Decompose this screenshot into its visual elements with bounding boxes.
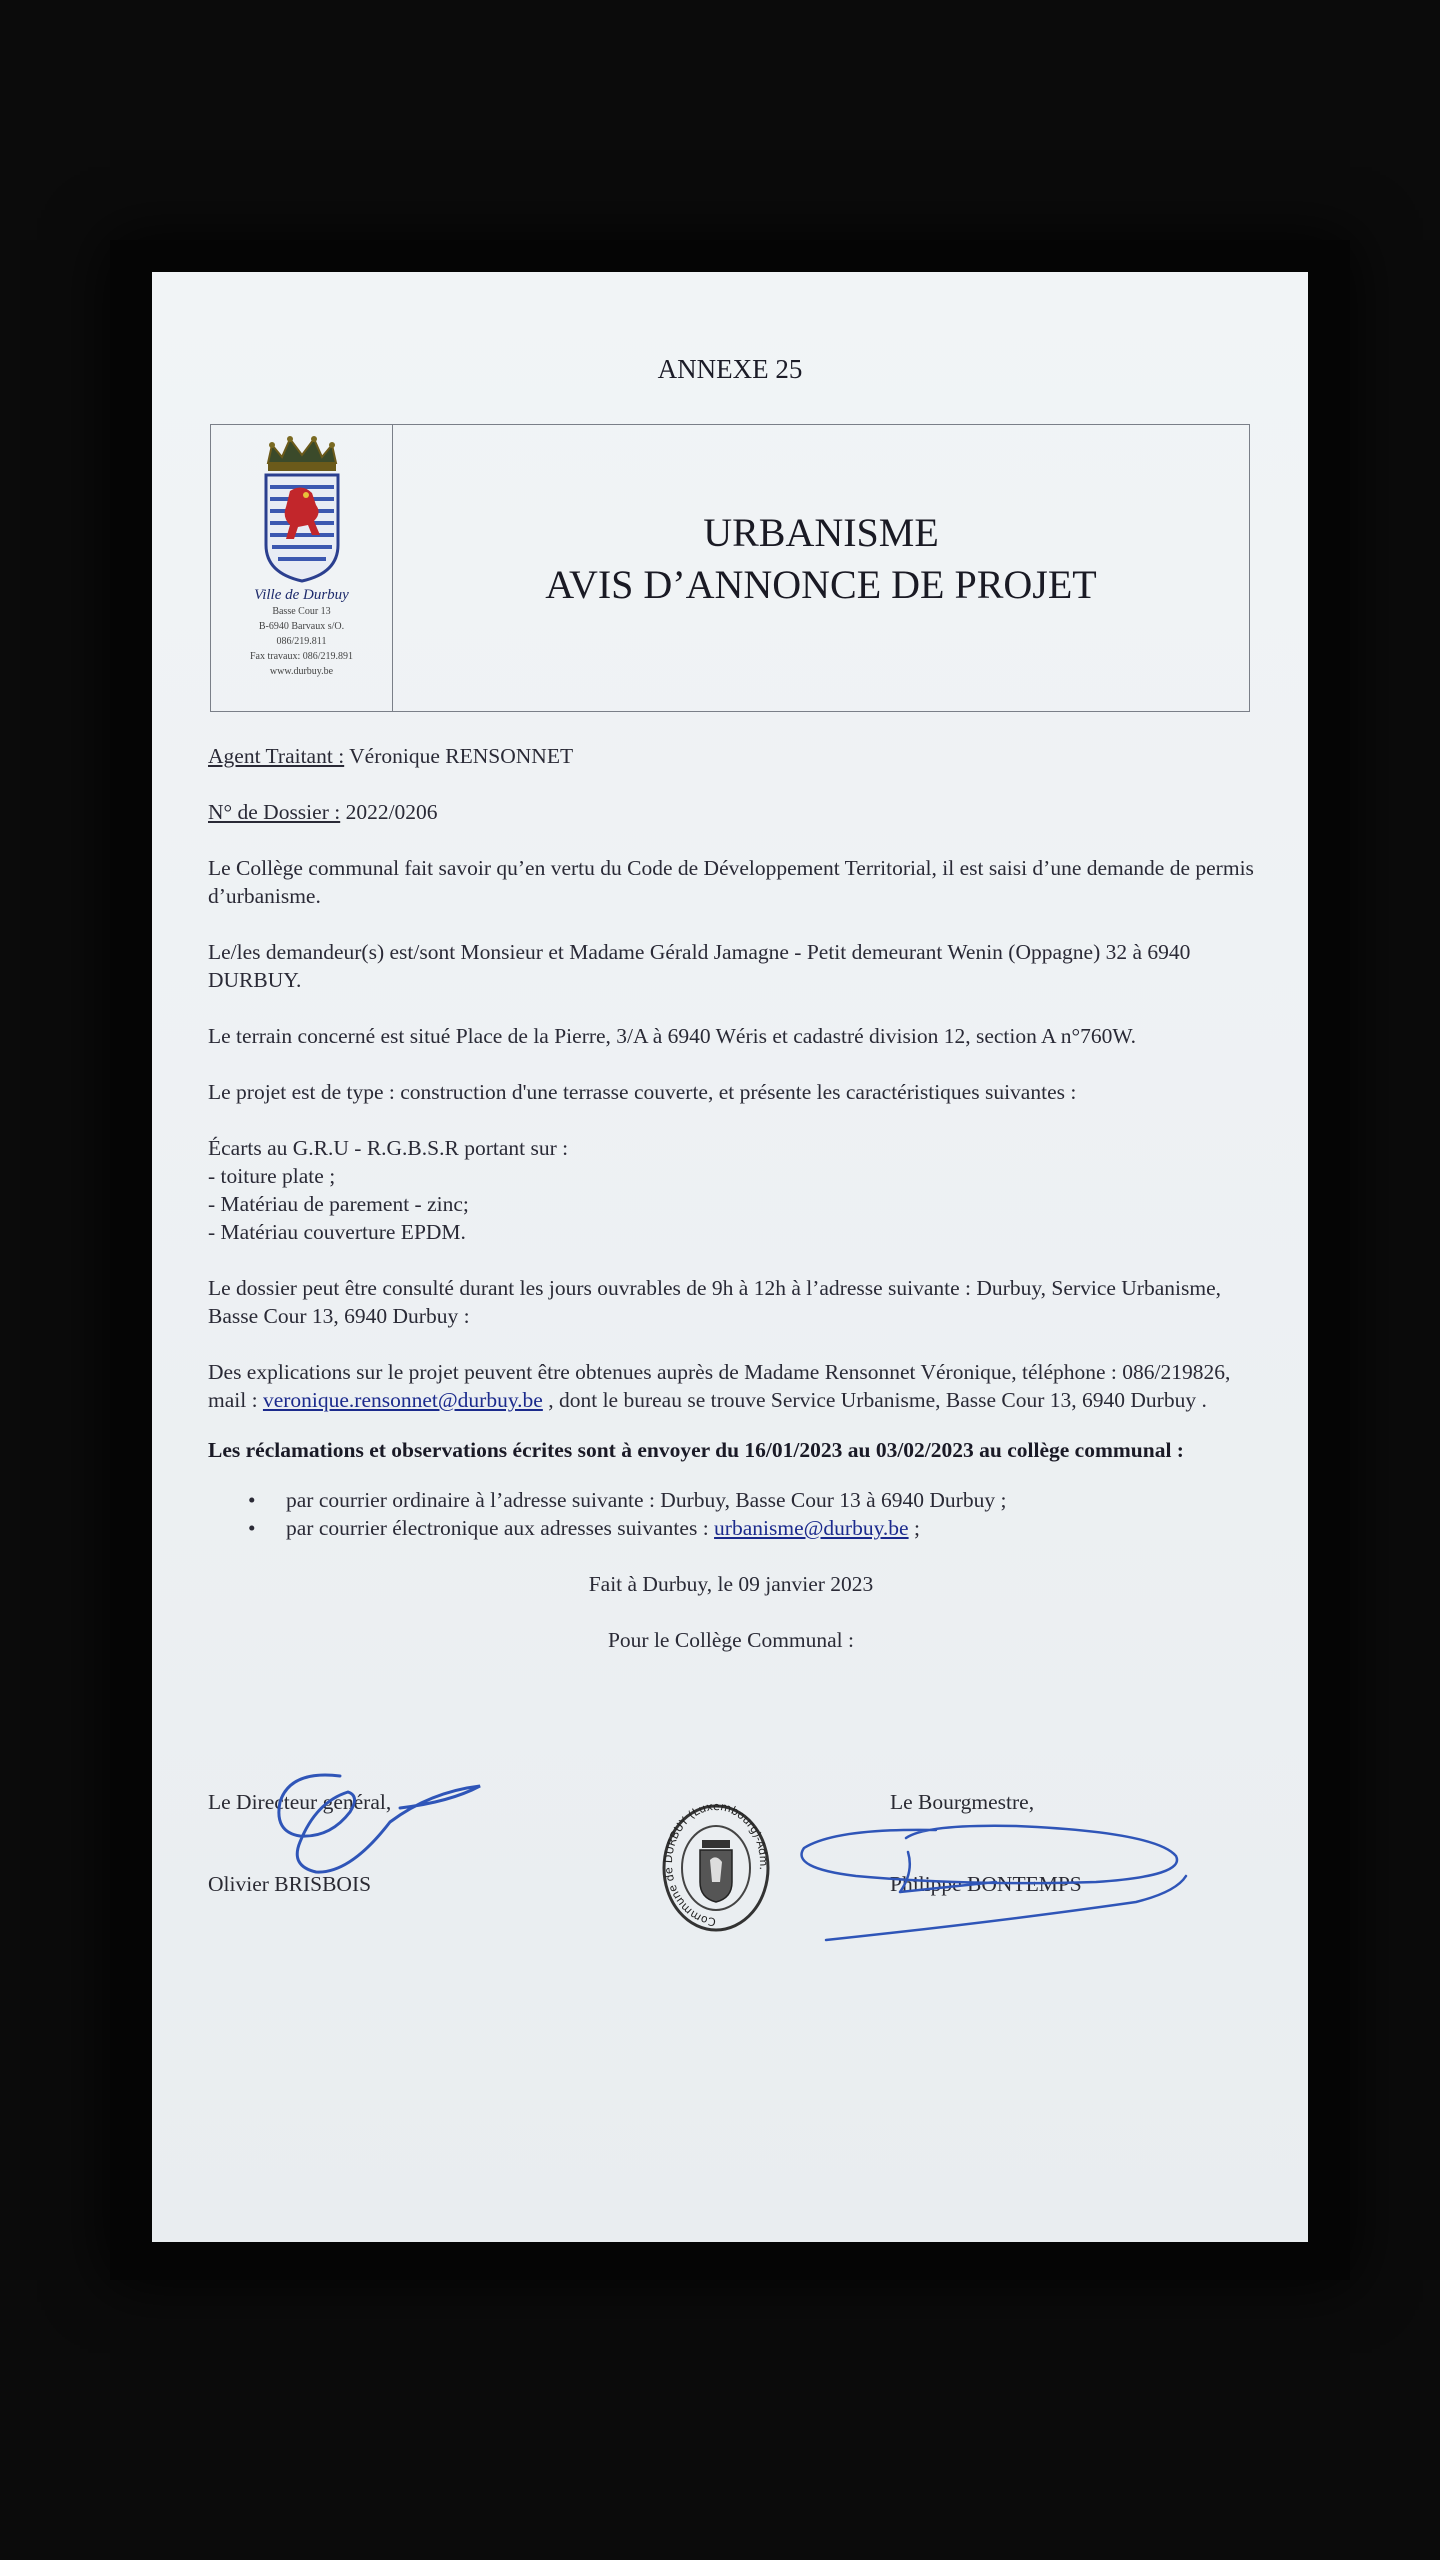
address-line: B-6940 Barvaux s/O. [258, 621, 345, 632]
college-line: Pour le Collège Communal : [607, 1628, 855, 1652]
agent-line [208, 742, 1254, 770]
city-name: Ville de Durbuy [254, 587, 349, 603]
paragraph-land: Le terrain concerné est situé Place de la Pierre, 3/A à 6940 Wéris et cadastré division 12, section A n°760W. [208, 1024, 1137, 1048]
paragraph-consultation: Le dossier peut être consulté durant les jours ouvrables de 9h à 12h à l’adresse suivante : Durbuy, Service Urbanisme, Basse Cour 13, 6940 Durbuy : [208, 1276, 1221, 1328]
paragraph-project-type: Le projet est de type : construction d'une terrasse couverte, et présente les caractéristiques suivantes : [208, 1080, 1077, 1104]
submission-email-end: ; [908, 1516, 920, 1540]
address-line: Basse Cour 13 [272, 606, 331, 617]
paragraph-contact [208, 1358, 1254, 1414]
agent-label: Agent Traitant : [208, 744, 345, 768]
dossier-value: 2022/0206 [340, 800, 438, 824]
contact-text-end: , dont le bureau se trouve Service Urbanisme, Basse Cour 13, 6940 Durbuy . [542, 1388, 1207, 1412]
director-name: Olivier BRISBOIS [208, 1872, 372, 1896]
director-title: Le Directeur général, [208, 1790, 392, 1814]
title-line-2: AVIS D’ANNONCE DE PROJET [545, 562, 1097, 607]
ecarts-item: - toiture plate ; [208, 1164, 336, 1188]
date-line: Fait à Durbuy, le 09 janvier 2023 [588, 1572, 874, 1596]
contact-text: Des explications sur le projet peuvent être obtenues auprès de Madame Rensonnet Véronique, téléphone : 086/219826, mail : [208, 1360, 1231, 1412]
durbuy-coat-of-arms-icon [262, 435, 342, 583]
ecarts-item: - Matériau de parement - zinc; [208, 1192, 469, 1216]
dossier-label: N° de Dossier : [208, 800, 341, 824]
address-line: Fax travaux: 086/219.891 [249, 651, 354, 662]
notice-page [152, 272, 1308, 2242]
mayor-title: Le Bourgmestre, [890, 1790, 1035, 1814]
ecarts-title: Écarts au G.R.U - R.G.B.S.R portant sur : [208, 1136, 569, 1160]
title-line-1: URBANISME [703, 510, 939, 555]
submission-item-mail: • par courrier ordinaire à l’adresse suivante : Durbuy, Basse Cour 13 à 6940 Durbuy ; [286, 1486, 1254, 1514]
contact-email-link[interactable]: veronique.rensonnet@durbuy.be [262, 1388, 543, 1412]
submission-list [208, 1486, 1254, 1542]
dossier-line [208, 798, 1254, 826]
reclamations-heading: Les réclamations et observations écrites sont à envoyer du 16/01/2023 au 03/02/2023 au collège communal : [208, 1438, 1184, 1462]
mayor-name: Philippe BONTEMPS [890, 1872, 1082, 1896]
agent-value: Véronique RENSONNET [344, 744, 574, 768]
seal-text: Commune de DURBUY (Luxembourg)-Adm. [661, 1802, 771, 1929]
ecarts-item: - Matériau couverture EPDM. [208, 1220, 466, 1244]
notice-body [208, 742, 1254, 1654]
city-address [250, 604, 353, 679]
paragraph-code: Le Collège communal fait savoir qu’en vertu du Code de Développement Territorial, il est saisi d’une demande de permis d’urbanisme. [208, 856, 1254, 908]
header-box [210, 424, 1250, 712]
signature-director [208, 1788, 391, 1898]
signature-mayor [890, 1788, 1082, 1898]
submission-item-email [286, 1514, 1254, 1542]
logo-cell [211, 425, 393, 711]
address-line: 086/219.811 [276, 636, 327, 647]
title-cell [393, 425, 1249, 711]
paragraph-applicants: Le/les demandeur(s) est/sont Monsieur et Madame Gérald Jamagne - Petit demeurant Wenin (Oppagne) 32 à 6940 DURBUY. [208, 940, 1191, 992]
annexe-label: ANNEXE 25 [657, 354, 803, 384]
submission-email-text: par courrier électronique aux adresses suivantes : [286, 1516, 715, 1540]
address-line: www.durbuy.be [269, 666, 334, 677]
urbanisme-email-link[interactable]: urbanisme@durbuy.be [714, 1516, 909, 1540]
commune-seal-stamp [660, 1802, 772, 1934]
